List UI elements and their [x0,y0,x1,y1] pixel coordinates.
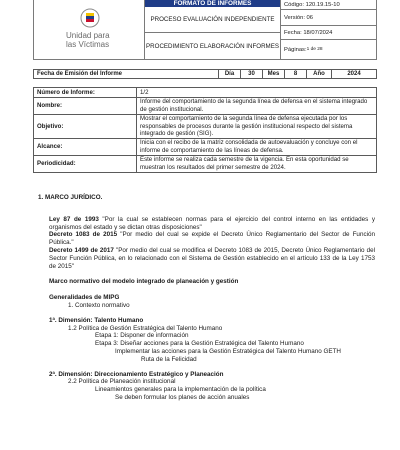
decree-1083-ref: Decreto 1083 de 2015 [49,231,118,239]
dimension-1-policy: 1.2 Política de Gestión Estratégica del Talento Humano [68,324,223,332]
document-header [33,0,377,60]
procedure-name: PROCEDIMIENTO ELABORACIÓN INFORMES [146,42,279,50]
decree-1083-text: "Por medio del cual se expide el Decreto Único Reglamentario del Sector de Función Pública." [49,231,375,247]
process-name: PROCESO EVALUACIÓN INDEPENDIENTE [145,7,280,33]
year-value: 2024 [347,71,361,77]
logo-line-2: las Víctimas [66,40,110,49]
logo-line-1: Unidad para [66,31,110,40]
dimension-2-guidelines: Lineamientos generales para la implementación de la política [95,386,266,394]
law-87-text: "Por la cual se establecen normas para el ejercicio del control interno en las entidades y organismos del estado y se dictan otras disposiciones" [49,215,375,231]
table-row [34,98,377,115]
period-value: Este informe se realiza cada semestre de la vigencia. En esta oportunidad se muestran los resultados del primer semestre de 2024. [137,156,377,173]
logo-block [34,0,145,59]
year-label: Año [307,70,332,78]
objective-label: Objetivo: [34,115,137,139]
name-value: Informe del comportamiento de la segunda línea de defensa en el sistema integrado de gestión institucional. [137,98,377,115]
dimension-1-route: Ruta de la Felicidad [141,355,197,363]
dimension-2-policy: 2.2 Política de Planeación institucional [68,378,176,386]
pages-value: 1 de 28 [306,47,323,52]
name-label: Nombre: [34,98,137,115]
legal-references [49,216,375,271]
section-legal-framework: 1. MARCO JURÍDICO. [38,194,103,201]
context-item: 1. Contexto normativo [68,301,130,309]
pages-label: Páginas: [284,46,307,53]
doc-date: Fecha: 18/07/2024 [281,26,377,40]
dimension-1-stage-3: Etapa 3: Diseñar acciones para la Gestión Estratégica del Talento Humano [95,340,304,348]
scope-label: Alcance: [34,139,137,156]
decree-1499-paragraph [49,247,375,270]
document-body [35,194,375,402]
doc-version: Versión: 06 [281,10,377,26]
table-row [34,156,377,173]
period-label: Periodicidad: [34,156,137,173]
mipg-general-title: Generalidades de MIPG [49,294,120,302]
dimension-2-title: 2ª. Dimensión: Direccionamiento Estratégico y Planeación [49,370,224,378]
header-middle [145,0,281,59]
number-label: Número de Informe: [34,88,137,98]
objective-value: Mostrar el comportamiento de la segunda línea de defensa ejecutada por los responsables de procesos durante la gestión institucional respecto del sistema integrado de gestión (SIG). [137,115,377,139]
banner-title: FORMATO DE INFORMES [173,0,252,7]
doc-pages [281,40,377,59]
decree-1083-paragraph [49,231,375,247]
number-value: 1/2 [137,88,377,98]
emission-date-row [33,69,377,79]
logo-text [66,31,110,49]
month-label: Mes [263,70,285,78]
crest-icon [80,8,100,28]
table-row [34,88,377,98]
dimension-2-plans: Se deben formular los planes de acción anuales [115,393,250,401]
report-info-table [33,87,377,173]
day-value: 30 [241,70,263,78]
scope-value: Inicia con el recibo de la matriz consolidada de autoevaluación y concluye con el informe de comportamiento de las líneas de defensa. [137,139,377,156]
month-value: 8 [285,70,307,78]
emission-label: Fecha de Emisión del Informe [34,70,219,78]
decree-1499-ref: Decreto 1499 de 2017 [49,246,114,254]
mipg-framework-title: Marco normativo del modelo integrado de planeación y gestión [49,278,239,286]
table-row [34,139,377,156]
law-87-ref: Ley 87 de 1993 [49,215,99,223]
dimension-1-stage-1: Etapa 1: Disponer de información [95,332,189,340]
table-row [34,115,377,139]
day-label: Día [219,70,241,78]
doc-code: Código: 120.19.15-10 [281,0,377,10]
decree-1499-text: "Por medio del cual se modifica el Decreto 1083 de 2015, Decreto Único Reglamentario del Sector Función Pública, en lo relacionado con el Sistema de Gestión establecido en el artículo 133 de la Ley 1753 de 2015" [49,246,375,270]
header-right [281,0,377,59]
dimension-1-implement: Implementar las acciones para la Gestión Estratégica del Talento Humano GETH [115,347,341,355]
dimension-1-title: 1ª. Dimensión: Talento Humano [49,316,144,324]
law-87-paragraph [49,216,375,232]
